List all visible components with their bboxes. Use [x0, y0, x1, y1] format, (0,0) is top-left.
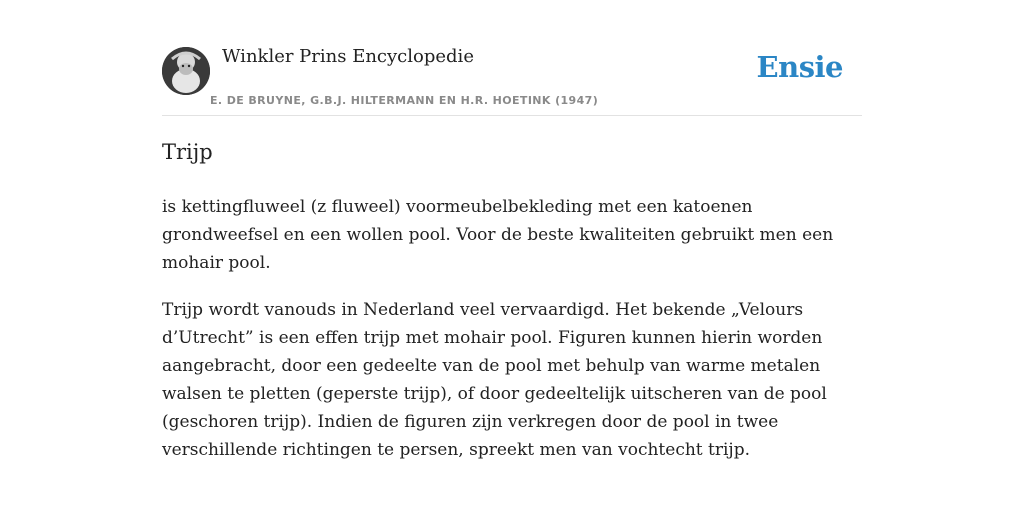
- entry-body: [162, 193, 864, 483]
- source-header: [162, 0, 862, 116]
- entry-paragraph: is kettingfluweel (z fluweel) voormeubelbekleding met een katoenen grondweefsel en een wollen pool. Voor de beste kwaliteiten gebruikt men een mohair pool.: [162, 197, 834, 273]
- author-portrait-icon[interactable]: [162, 47, 210, 95]
- source-authors: E. DE BRUYNE, G.B.J. HILTERMANN EN H.R. HOETINK (1947): [210, 94, 599, 107]
- ensie-logo[interactable]: Ensie: [756, 50, 843, 84]
- entry-title: Trijp: [162, 140, 213, 164]
- page: [162, 0, 862, 460]
- entry-paragraph: Trijp wordt vanouds in Nederland veel vervaardigd. Het bekende „Velours d’Utrecht” is een effen trijp met mohair pool. Figuren kunnen hierin worden aangebracht, door een gedeelte van de pool met behulp van warme metalen walsen te pletten (geperste trijp), of door gedeeltelijk uitscheren van de pool (geschoren trijp). Indien de figuren zijn verkregen door de pool in twee verschillende richtingen te persen, spreekt men van vochtecht trijp.: [162, 300, 827, 460]
- source-title[interactable]: Winkler Prins Encyclopedie: [222, 46, 474, 67]
